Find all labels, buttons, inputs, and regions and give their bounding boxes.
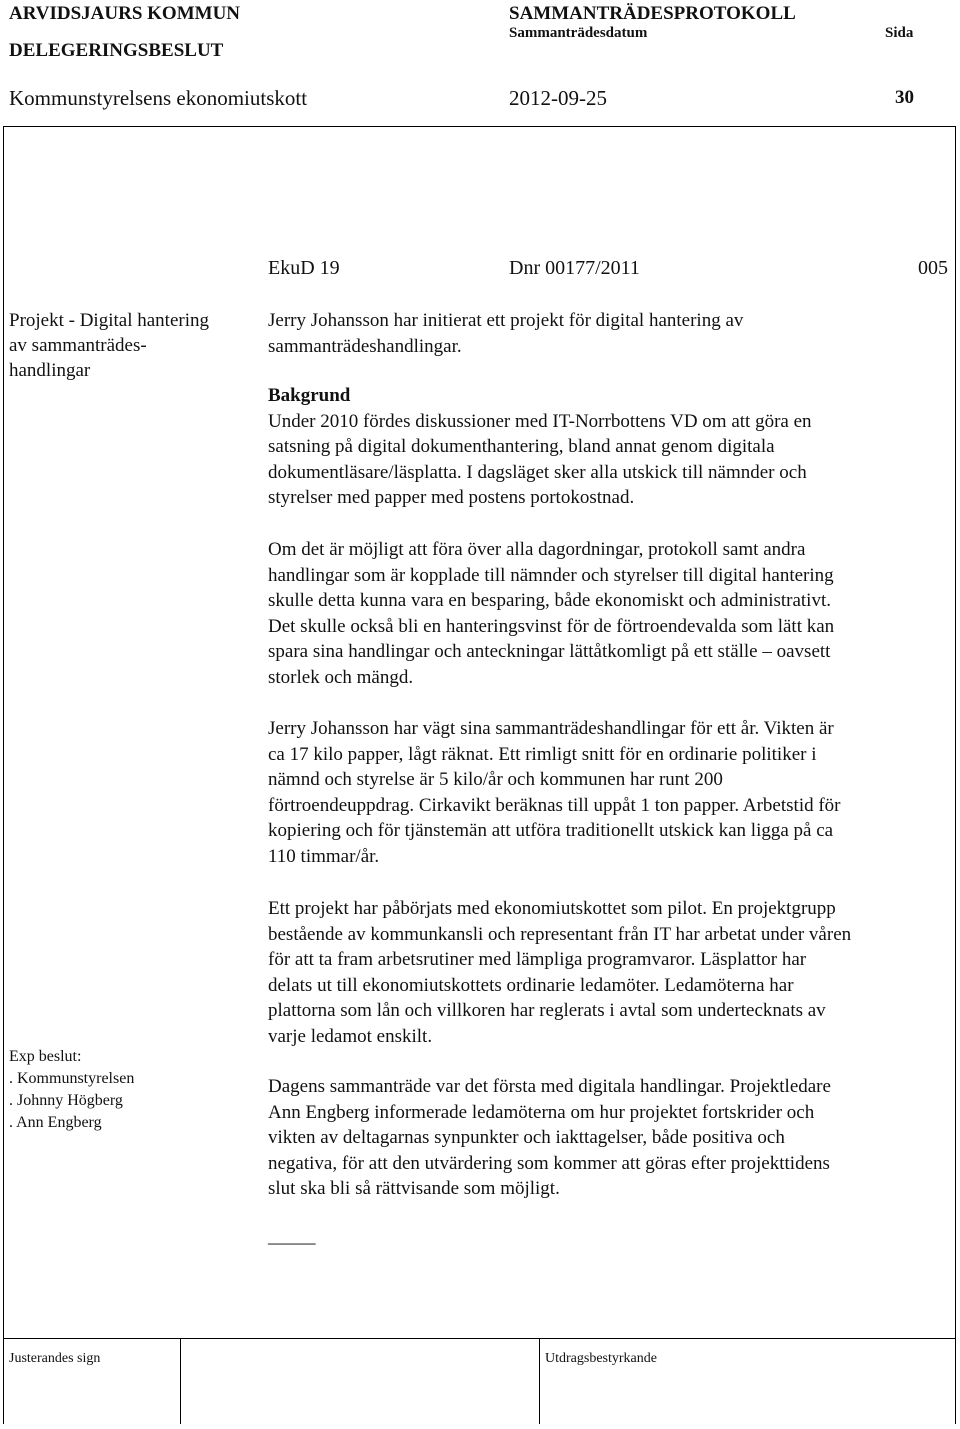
case-dnr: Dnr 00177/2011 (509, 257, 640, 279)
text-line: kopiering och för tjänstemän att utföra traditionellt utskick kan ligga på ca (268, 820, 834, 842)
meeting-date: 2012-09-25 (509, 86, 607, 110)
extract-label: Utdragsbestyrkande (545, 1351, 657, 1366)
text-line: Ann Engberg informerade ledamöterna om hur projektet fortskrider och (268, 1101, 815, 1123)
distribution-item: . Johnny Högberg (9, 1092, 123, 1109)
end-mark: _____ (268, 1226, 316, 1247)
text-line: delats ut till ekonomiutskottets ordinarie ledamöter. Ledamöterna har (268, 974, 794, 996)
text-line: handlingar som är kopplade till nämnder och styrelser till digital hantering (268, 564, 834, 586)
section-heading: Bakgrund (268, 385, 351, 406)
text-line: Om det är möjligt att föra över alla dagordningar, protokoll samt andra (268, 539, 806, 560)
text-line: bestående av kommunkansli och representant från IT har arbetat under våren (268, 923, 852, 945)
text-line: negativa, för att den utvärdering som kommer att göras efter projekttidens (268, 1152, 830, 1174)
text-line: 110 timmar/år. (268, 845, 380, 867)
protocol-title: SAMMANTRÄDESPROTOKOLL (509, 3, 796, 24)
distribution-item: . Kommunstyrelsen (9, 1070, 135, 1087)
page-label: Sida (885, 25, 914, 41)
text-line: satsning på digital dokumenthantering, bland annat genom digitala (268, 436, 775, 458)
case-code: 005 (918, 257, 948, 279)
text-line: plattorna som lån och villkoren har reglerats i avtal som undertecknats av (268, 1000, 826, 1022)
text-line: spara sina handlingar och anteckningar lättåtkomligt på ett ställe – oavsett (268, 641, 831, 663)
text-line: sammanträdeshandlingar. (268, 335, 462, 357)
case-title-line: handlingar (9, 360, 91, 381)
distribution-item: . Ann Engberg (9, 1114, 102, 1131)
background-section (268, 383, 812, 511)
header-rule (3, 126, 956, 127)
date-label: Sammanträdesdatum (509, 25, 648, 41)
text-line: ca 17 kilo papper, lågt räknat. Ett rimligt snitt för en ordinarie politiker i (268, 743, 817, 765)
case-number: EkuD 19 (268, 257, 340, 279)
text-line: Det skulle också bli en hanteringsvinst för de förtroendevalda som lätt kan (268, 615, 835, 637)
distribution-list (9, 1046, 134, 1134)
case-title-line: Projekt - Digital hantering (9, 310, 209, 331)
signature-label: Justerandes sign (9, 1351, 101, 1366)
case-title-line: av sammanträdes- (9, 335, 147, 356)
text-line: för att ta fram arbetsrutiner med lämpliga programvaror. Läsplattor har (268, 949, 807, 971)
text-line: vikten av deltagarnas synpunkter och iakttagelser, både positiva och (268, 1127, 785, 1149)
document-type: DELEGERINGSBESLUT (9, 40, 224, 61)
paragraph-2 (268, 537, 834, 691)
distribution-label: Exp beslut: (9, 1048, 82, 1065)
text-line: nämnd och styrelse är 5 kilo/år och kommunen har runt 200 (268, 769, 723, 791)
text-line: Dagens sammanträde var det första med digitala handlingar. Projektledare (268, 1076, 831, 1097)
text-line: styrelser med papper med postens portokostnad. (268, 487, 635, 509)
intro-paragraph (268, 308, 743, 359)
text-line: varje ledamot enskilt. (268, 1025, 433, 1047)
text-line: Under 2010 fördes diskussioner med IT-Norrbottens VD om att göra en (268, 410, 812, 432)
text-line: dokumentläsare/läsplatta. I dagsläget sker alla utskick till nämnder och (268, 461, 807, 483)
footer-rule (3, 1338, 956, 1339)
paragraph-4 (268, 896, 851, 1050)
paragraph-5 (268, 1074, 831, 1202)
text-line: storlek och mängd. (268, 666, 414, 688)
text-line: Jerry Johansson har initierat ett projekt för digital hantering av (268, 310, 744, 331)
text-line: Ett projekt har påbörjats med ekonomiutskottet som pilot. En projektgrupp (268, 898, 836, 919)
text-line: förtroendeuppdrag. Cirkavikt beräknas till uppåt 1 ton papper. Arbetstid för (268, 794, 841, 816)
paragraph-3 (268, 716, 841, 870)
case-title (9, 308, 209, 383)
page-number: 30 (895, 87, 914, 108)
text-line: skulle detta kunna vara en besparing, både ekonomiskt och administrativt. (268, 590, 831, 612)
footer-divider-left (180, 1338, 181, 1424)
text-line: slut ska bli så rättvisande som möjligt. (268, 1178, 560, 1200)
text-line: Jerry Johansson har vägt sina sammanträdeshandlingar för ett år. Vikten är (268, 718, 834, 739)
committee-name: Kommunstyrelsens ekonomiutskott (9, 86, 308, 110)
org-name: ARVIDSJAURS KOMMUN (9, 3, 241, 24)
footer-divider-mid (539, 1338, 540, 1424)
